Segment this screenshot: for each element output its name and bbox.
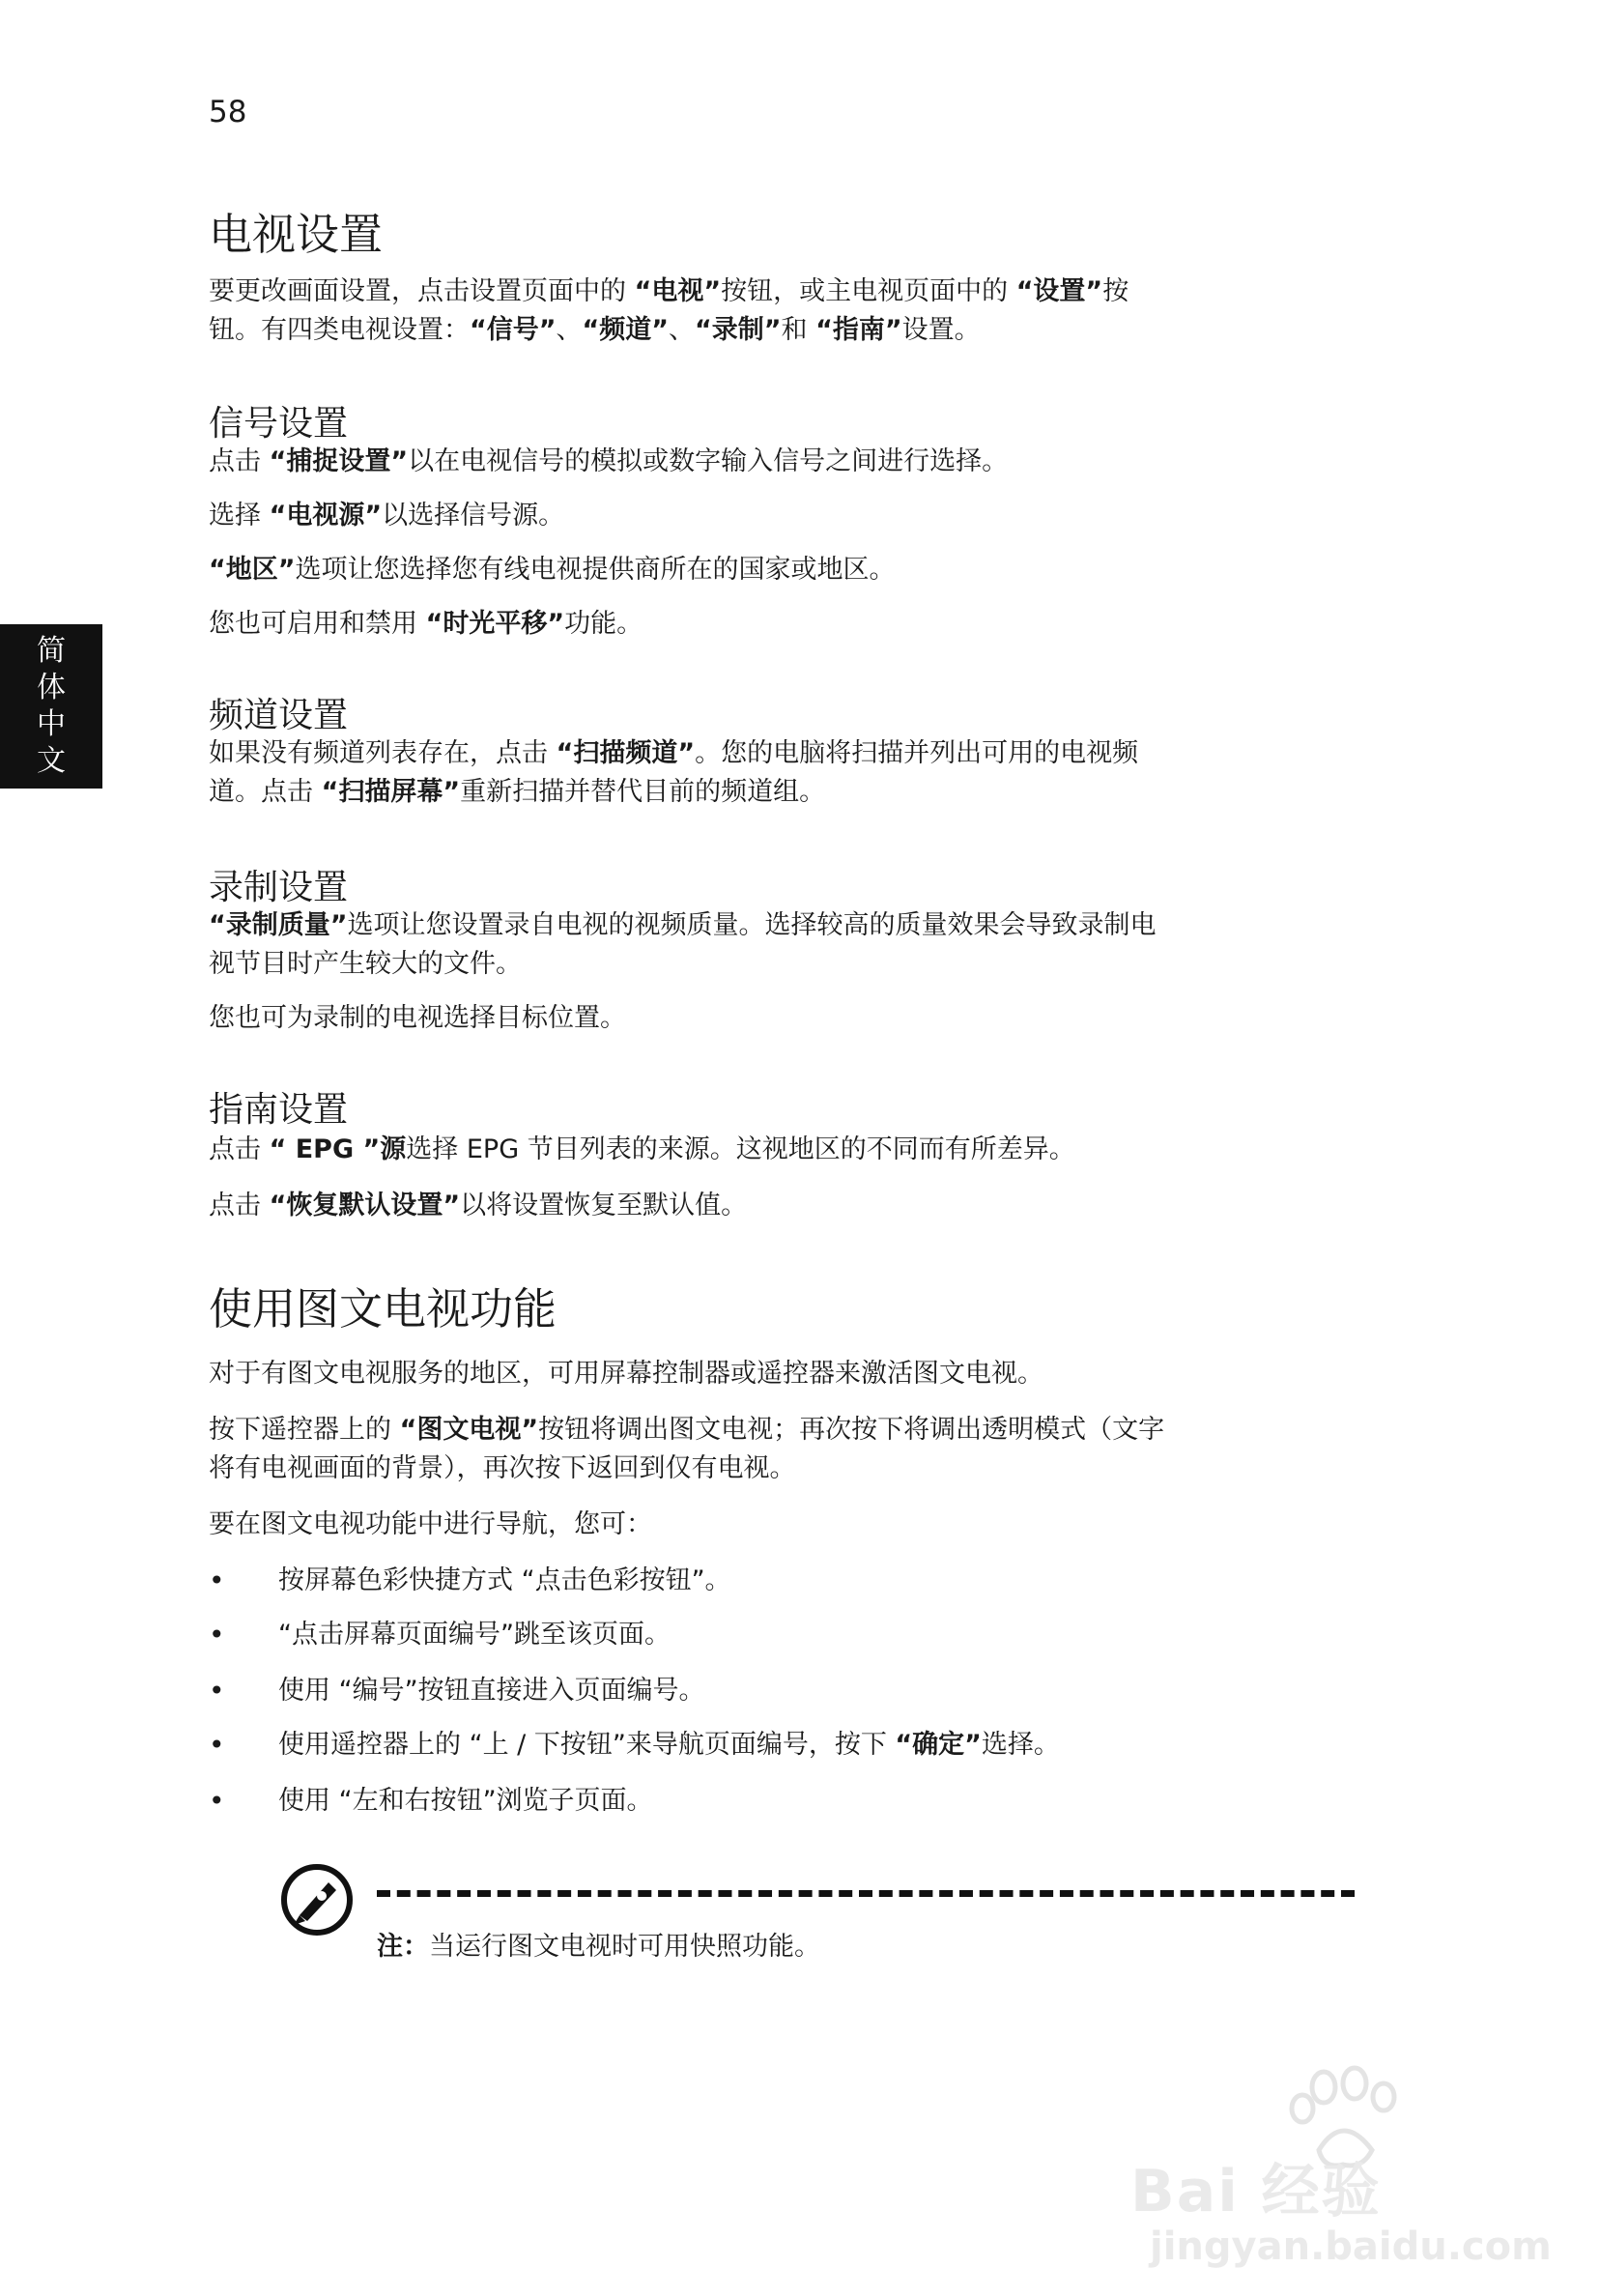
bullet-icon: • <box>209 1675 225 1707</box>
channel-line-1 <box>209 734 1358 773</box>
record-p2: 您也可为录制的电视选择目标位置。 <box>209 1003 626 1033</box>
side-tab-char: 中 <box>37 707 66 741</box>
section-title-record: 录制设置 <box>209 868 349 907</box>
teletext-p2 <box>209 1411 1358 1488</box>
teletext-p2-line-2: 将有电视画面的背景），再次按下返回到仅有电视。 <box>209 1453 796 1483</box>
intro-line-2 <box>209 311 1358 350</box>
guide-p2 <box>209 1187 1358 1225</box>
intro-line-1 <box>209 273 1358 311</box>
bold-term: “电视源” <box>269 501 383 531</box>
note-label: 注： <box>377 1932 429 1962</box>
bold-term: “录制质量” <box>209 910 348 940</box>
bullet-icon: • <box>209 1785 225 1817</box>
text-run: 功能。 <box>564 609 643 639</box>
side-tab-char: 文 <box>37 744 66 778</box>
list-item-text <box>278 1726 1060 1765</box>
section-title-teletext: 使用图文电视功能 <box>209 1283 557 1335</box>
section-title-signal: 信号设置 <box>209 404 349 444</box>
text-run: 点击 <box>209 446 270 476</box>
text-run: 以选择信号源。 <box>382 501 565 531</box>
list-item-text: 使用 “左和右按钮”浏览子页面。 <box>278 1786 653 1816</box>
text-run: 选择。 <box>981 1730 1060 1760</box>
note-pen-icon <box>278 1861 356 1938</box>
text-run: 重新扫描并替代目前的频道组。 <box>460 777 826 807</box>
text-run: 选择 <box>209 501 270 531</box>
bullet-icon: • <box>209 1729 225 1761</box>
note-divider <box>377 1890 1355 1897</box>
text-run: 选项让您设置录自电视的视频质量。选择较高的质量效果会导致录制电 <box>347 910 1157 940</box>
text-run: 、 <box>669 315 695 345</box>
bold-term: “恢复默认设置” <box>269 1191 461 1220</box>
side-tab-char: 简 <box>37 634 66 668</box>
bold-term: “时光平移” <box>425 609 565 639</box>
bold-term: “扫描频道” <box>556 738 696 768</box>
watermark-url: jingyan.baidu.com <box>1150 2224 1552 2269</box>
baidu-watermark <box>1130 2039 1552 2271</box>
text-run: 点击 <box>209 1134 270 1164</box>
text-run: 按 <box>1102 276 1129 306</box>
text-run: 选项让您选择您有线电视提供商所在的国家或地区。 <box>295 555 896 585</box>
text-run: 。您的电脑将扫描并列出可用的电视频 <box>695 738 1139 768</box>
bold-term: “捕捉设置” <box>269 446 409 476</box>
bullet-icon: • <box>209 1619 225 1650</box>
bold-term: “频道” <box>582 315 669 345</box>
watermark-text: Bai 经验 <box>1130 2158 1382 2225</box>
text-run: 选择 EPG 节目列表的来源。这视地区的不同而有所差异。 <box>406 1134 1075 1164</box>
teletext-p1: 对于有图文电视服务的地区，可用屏幕控制器或遥控器来激活图文电视。 <box>209 1359 1043 1389</box>
bold-term: “扫描屏幕” <box>321 777 461 807</box>
signal-p2 <box>209 497 1358 535</box>
bullet-icon: • <box>209 1564 225 1596</box>
guide-p1 <box>209 1131 1358 1169</box>
record-line-2: 视节目时产生较大的文件。 <box>209 949 522 979</box>
teletext-p3: 要在图文电视功能中进行导航，您可： <box>209 1509 652 1539</box>
text-run: 和 <box>781 315 816 345</box>
language-side-tab <box>0 624 102 789</box>
text-run: 按钮将调出图文电视；再次按下将调出透明模式（文字 <box>538 1415 1165 1445</box>
bold-term: “录制” <box>695 315 782 345</box>
side-tab-char: 体 <box>37 671 66 704</box>
text-run: 以将设置恢复至默认值。 <box>460 1191 748 1220</box>
bold-term: “指南” <box>815 315 902 345</box>
record-line-1 <box>209 906 1358 945</box>
bold-term: “信号” <box>470 315 557 345</box>
teletext-p2-line-1 <box>209 1411 1358 1449</box>
list-item-text: “点击屏幕页面编号”跳至该页面。 <box>278 1620 671 1650</box>
list-item-text: 按屏幕色彩快捷方式 “点击色彩按钮”。 <box>278 1565 731 1595</box>
record-p1 <box>209 906 1358 984</box>
bold-term: “确定” <box>895 1730 982 1760</box>
bold-term: “ EPG ”源 <box>269 1134 407 1164</box>
section-title-channel: 频道设置 <box>209 696 349 735</box>
bold-term: “设置” <box>1015 276 1103 306</box>
text-run: 使用遥控器上的 “上 / 下按钮”来导航页面编号，按下 <box>278 1730 896 1760</box>
text-run: 按下遥控器上的 <box>209 1415 400 1445</box>
channel-p1 <box>209 734 1358 812</box>
text-run: 、 <box>556 315 583 345</box>
list-item-text: 使用 “编号”按钮直接进入页面编号。 <box>278 1676 705 1706</box>
text-run: 如果没有频道列表存在，点击 <box>209 738 557 768</box>
text-run: 您也可启用和禁用 <box>209 609 426 639</box>
text-run: 设置。 <box>901 315 981 345</box>
bold-term: “图文电视” <box>399 1415 539 1445</box>
page-number: 58 <box>209 95 247 129</box>
signal-p3 <box>209 551 1358 589</box>
bold-term: “地区” <box>209 555 296 585</box>
bold-term: “电视” <box>634 276 722 306</box>
signal-p1 <box>209 443 1358 481</box>
note-body: 当运行图文电视时可用快照功能。 <box>429 1932 820 1962</box>
tv-settings-intro <box>209 273 1358 350</box>
text-run: 以在电视信号的模拟或数字输入信号之间进行选择。 <box>408 446 1009 476</box>
text-run: 钮。有四类电视设置： <box>209 315 470 345</box>
text-run: 按钮，或主电视页面中的 <box>721 276 1016 306</box>
text-run: 道。点击 <box>209 777 322 807</box>
text-run: 要更改画面设置，点击设置页面中的 <box>209 276 635 306</box>
channel-line-2 <box>209 773 1358 812</box>
note-text <box>377 1928 820 1966</box>
section-title-tv-settings: 电视设置 <box>209 209 384 260</box>
text-run: 点击 <box>209 1191 270 1220</box>
section-title-guide: 指南设置 <box>209 1090 349 1130</box>
signal-p4 <box>209 605 1358 644</box>
